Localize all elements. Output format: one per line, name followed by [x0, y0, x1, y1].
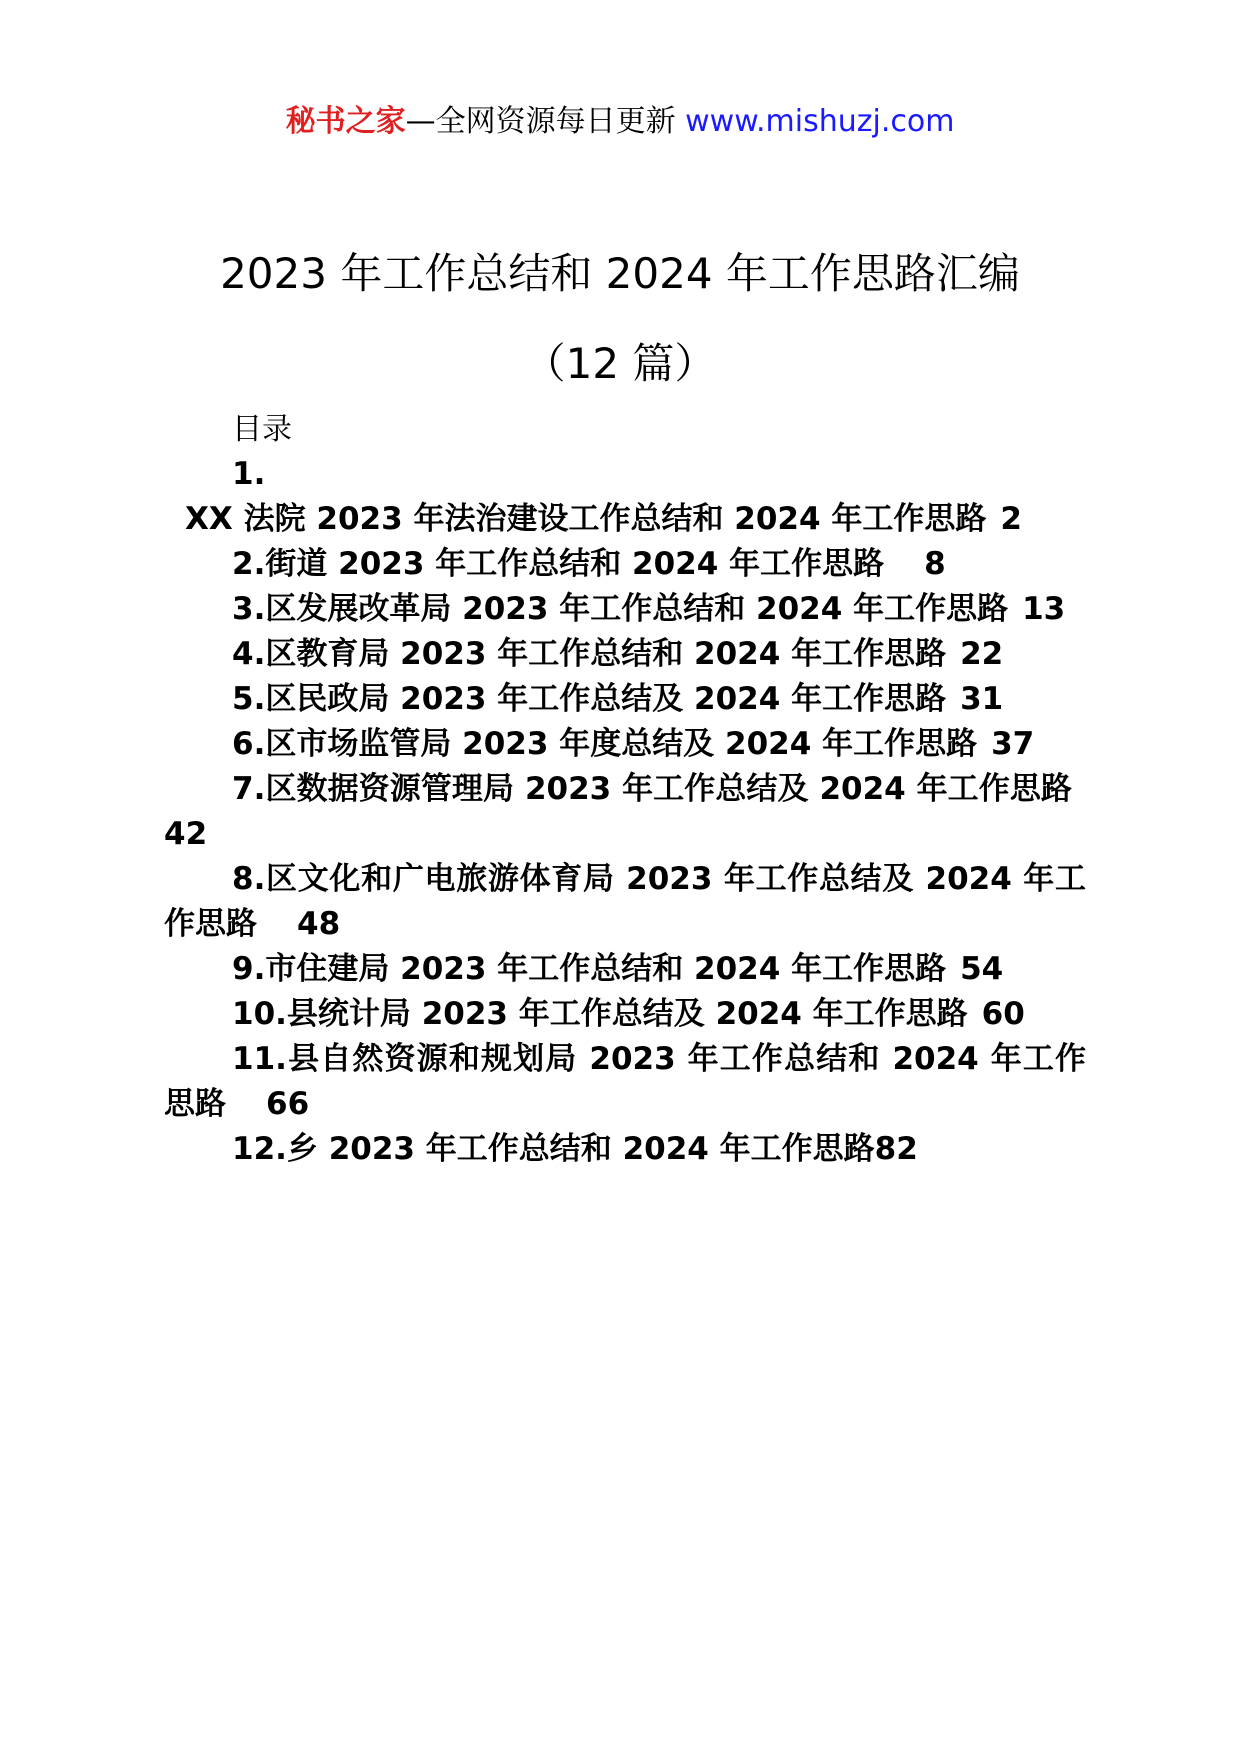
toc-entry-1[interactable]	[164, 452, 1086, 542]
toc-entry-text: 市住建局 2023 年工作总结和 2024 年工作思路	[265, 951, 947, 987]
toc-entry-text: 区数据资源管理局 2023 年工作总结及 2024 年工作思路	[265, 771, 1072, 807]
toc-entry-page: 42	[164, 816, 208, 852]
toc-entry-number: 5.	[232, 681, 266, 717]
toc-entry-text: 县统计局 2023 年工作总结及 2024 年工作思路	[286, 996, 968, 1032]
site-url-link[interactable]: www.mishuzj.com	[685, 104, 955, 139]
toc-entry-page: 48	[297, 906, 341, 942]
toc-entry-12[interactable]	[164, 1127, 1086, 1172]
toc-entry-text: 区民政局 2023 年工作总结及 2024 年工作思路	[265, 681, 947, 717]
site-tagline: —全网资源每日更新	[405, 104, 676, 139]
table-of-contents	[164, 452, 1086, 1172]
toc-entry-5[interactable]	[164, 677, 1086, 722]
toc-entry-number: 10.	[232, 996, 287, 1032]
toc-entry-page: 60	[981, 996, 1025, 1032]
toc-heading: 目录	[232, 412, 292, 447]
toc-entry-number: 3.	[232, 591, 266, 627]
toc-entry-6[interactable]	[164, 722, 1086, 767]
brand-name: 秘书之家	[285, 104, 406, 139]
toc-entry-number: 8.	[232, 861, 266, 897]
toc-entry-text: 区文化和广电旅游体育局 2023 年工作总结及 2024 年工作思路	[164, 861, 1086, 942]
toc-entry-3[interactable]	[164, 587, 1086, 632]
toc-entry-page: 13	[1022, 591, 1066, 627]
toc-entry-number: 7.	[232, 771, 266, 807]
toc-entry-11[interactable]	[164, 1037, 1086, 1127]
toc-entry-page: 8	[924, 546, 946, 582]
toc-entry-number: 4.	[232, 636, 266, 672]
toc-entry-page: 31	[960, 681, 1004, 717]
toc-entry-2[interactable]	[164, 542, 1086, 587]
toc-entry-number: 1.	[232, 456, 266, 492]
toc-entry-number: 6.	[232, 726, 266, 762]
toc-entry-text: 街道 2023 年工作总结和 2024 年工作思路	[265, 546, 885, 582]
toc-entry-number: 9.	[232, 951, 266, 987]
toc-entry-number: 12.	[232, 1131, 287, 1167]
toc-entry-7[interactable]	[164, 767, 1086, 857]
toc-entry-page: 66	[266, 1086, 310, 1122]
toc-entry-page: 54	[960, 951, 1004, 987]
toc-entry-page: 37	[991, 726, 1035, 762]
toc-entry-number: 2.	[232, 546, 266, 582]
document-subtitle: （12 篇）	[523, 339, 717, 388]
toc-entry-9[interactable]	[164, 947, 1086, 992]
toc-entry-text: 乡 2023 年工作总结和 2024 年工作思路	[286, 1131, 875, 1167]
document-title: 2023 年工作总结和 2024 年工作思路汇编	[220, 249, 1020, 298]
toc-entry-8[interactable]	[164, 857, 1086, 947]
toc-entry-number: 11.	[232, 1041, 287, 1077]
toc-entry-4[interactable]	[164, 632, 1086, 677]
toc-entry-page: 2	[1000, 501, 1022, 537]
toc-entry-page: 82	[874, 1131, 918, 1167]
toc-entry-page: 22	[960, 636, 1004, 672]
toc-entry-text: 区市场监管局 2023 年度总结及 2024 年工作思路	[265, 726, 978, 762]
toc-entry-10[interactable]	[164, 992, 1086, 1037]
toc-entry-text: 县自然资源和规划局 2023 年工作总结和 2024 年工作思路	[164, 1041, 1086, 1122]
site-header	[0, 102, 1240, 142]
toc-entry-text: 区发展改革局 2023 年工作总结和 2024 年工作思路	[265, 591, 1009, 627]
toc-entry-text: XX 法院 2023 年法治建设工作总结和 2024 年工作思路	[185, 501, 987, 537]
toc-entry-text: 区教育局 2023 年工作总结和 2024 年工作思路	[265, 636, 947, 672]
